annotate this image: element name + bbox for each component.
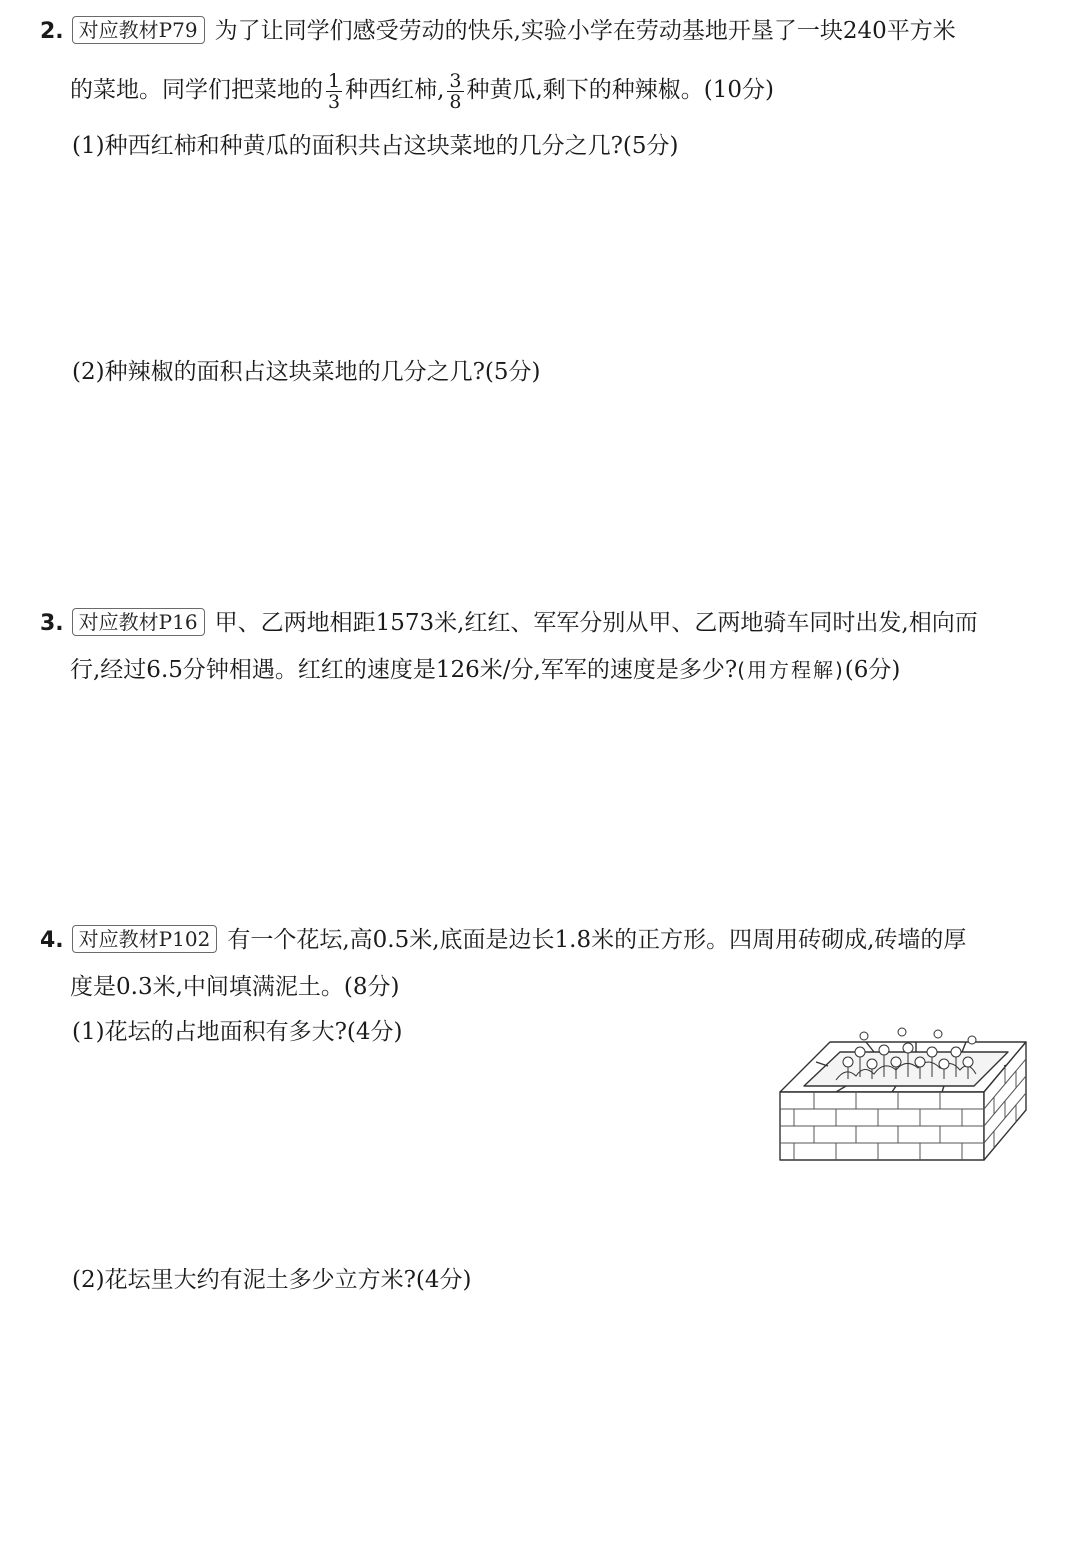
method-hint: (用方程解) [737,658,845,682]
problem-text: 种黄瓜,剩下的种辣椒。(10分) [466,77,775,103]
fraction-one-third: $\frac{1}{3}$ [328,69,341,113]
problem-4-subquestion-2: (2)花坛里大约有泥土多少立方米?(4分) [72,1267,472,1293]
problem-text: 行,经过6.5分钟相遇。红红的速度是126米/分,军军的速度是多少? [70,657,738,683]
problem-2-line-2 [70,68,774,112]
problem-text: 甲、乙两地相距1573米,红红、军军分别从甲、乙两地骑车同时出发,相向而 [214,610,978,636]
problem-2-subquestion-2: (2)种辣椒的面积占这块菜地的几分之几?(5分) [72,359,541,385]
problem-number: 4. [40,928,64,953]
textbook-reference-tag: 对应教材P16 [72,608,205,636]
problem-text: 为了让同学们感受劳动的快乐,实验小学在劳动基地开垦了一块240平方米 [214,18,956,44]
problem-4-subquestion-1: (1)花坛的占地面积有多大?(4分) [72,1019,403,1045]
problem-2-line-1 [40,16,956,47]
problem-3-line-1 [40,608,978,639]
problem-text: 有一个花坛,高0.5米,底面是边长1.8米的正方形。四周用砖砌成,砖墙的厚 [227,927,967,953]
textbook-reference-tag: 对应教材P102 [72,925,218,953]
textbook-reference-tag: 对应教材P79 [72,16,205,44]
problem-text: (6分) [844,657,901,683]
problem-number: 3. [40,611,64,636]
problem-4-line-1 [40,925,966,956]
problem-4-line-2: 度是0.3米,中间填满泥土。(8分) [70,974,400,1000]
flower-planter-illustration [776,1022,1030,1164]
problem-number: 2. [40,19,64,44]
problem-3-line-2 [70,655,900,685]
fraction-three-eighths: $\frac{3}{8}$ [449,69,462,113]
problem-text: 的菜地。同学们把菜地的 [70,77,323,103]
problem-2-subquestion-1: (1)种西红柿和种黄瓜的面积共占这块菜地的几分之几?(5分) [72,133,679,159]
problem-text: 种西红柿, [345,77,445,103]
